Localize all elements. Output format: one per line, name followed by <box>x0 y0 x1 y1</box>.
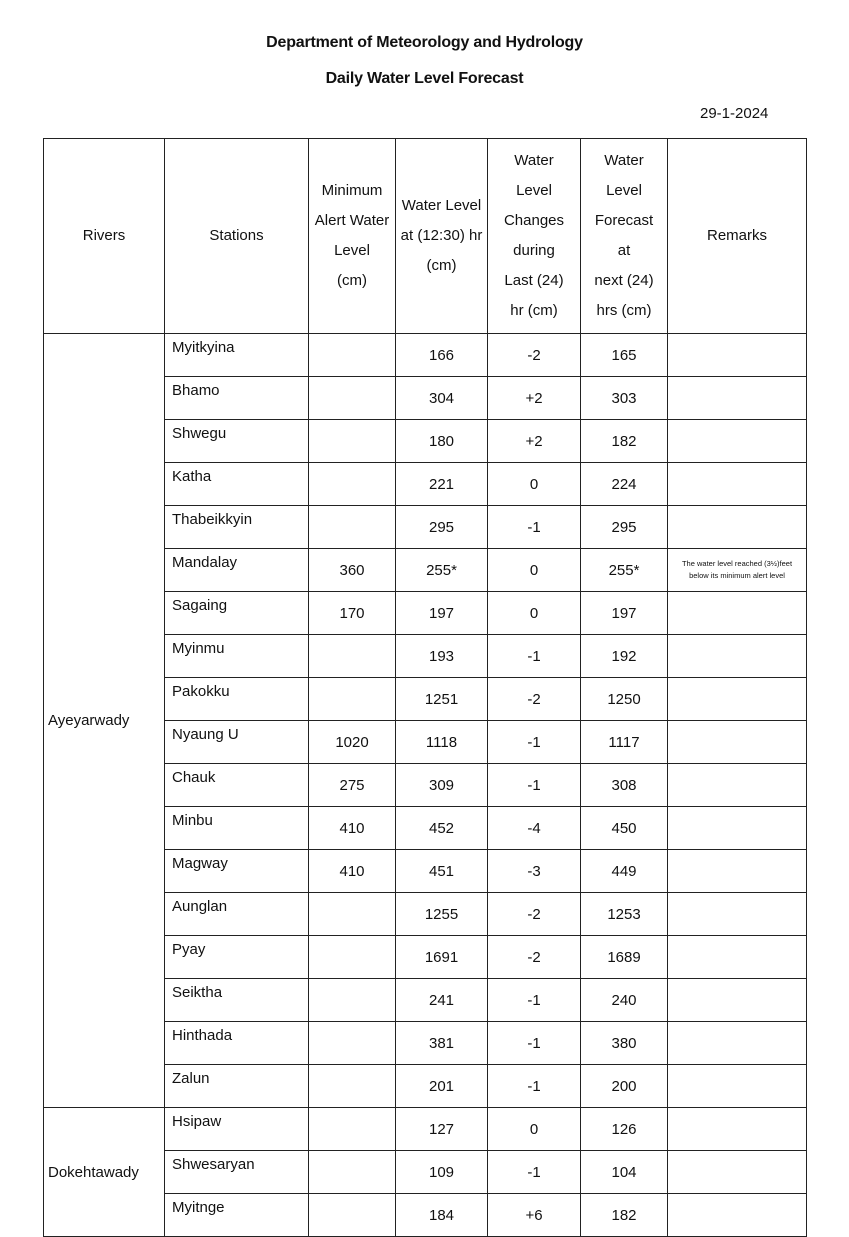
forecast-cell: 380 <box>581 1022 668 1065</box>
forecast-cell: 165 <box>581 334 668 377</box>
water-level-cell: 193 <box>396 635 488 678</box>
water-level-cell: 197 <box>396 592 488 635</box>
remarks-cell <box>668 506 807 549</box>
remarks-cell <box>668 1022 807 1065</box>
forecast-cell: 1117 <box>581 721 668 764</box>
forecast-cell: 303 <box>581 377 668 420</box>
water-level-cell: 304 <box>396 377 488 420</box>
change-cell: -2 <box>488 678 581 721</box>
remarks-cell <box>668 807 807 850</box>
header-line: at <box>617 242 631 259</box>
station-name: Hinthada <box>165 1022 309 1065</box>
station-name: Myinmu <box>165 635 309 678</box>
change-cell: -1 <box>488 979 581 1022</box>
min-alert-cell: 410 <box>309 850 396 893</box>
header-line: Level <box>516 182 552 199</box>
station-name: Chauk <box>165 764 309 807</box>
water-level-cell: 241 <box>396 979 488 1022</box>
water-level-cell: 309 <box>396 764 488 807</box>
remarks-cell <box>668 592 807 635</box>
min-alert-cell <box>309 893 396 936</box>
page-subtitle: Daily Water Level Forecast <box>325 70 524 87</box>
forecast-cell: 182 <box>581 1194 668 1237</box>
forecast-cell: 255* <box>581 549 668 592</box>
change-cell: -1 <box>488 506 581 549</box>
change-cell: -4 <box>488 807 581 850</box>
change-cell: -2 <box>488 936 581 979</box>
remark-line: below its minimum alert level <box>689 571 785 580</box>
col-header-min-alert <box>309 139 396 334</box>
remarks-cell <box>668 334 807 377</box>
remark-line: The water level reached (3½)feet <box>681 559 793 568</box>
change-cell: +2 <box>488 420 581 463</box>
header-line: Water <box>604 152 644 169</box>
min-alert-cell <box>309 463 396 506</box>
min-alert-cell: 170 <box>309 592 396 635</box>
forecast-cell: 182 <box>581 420 668 463</box>
river-name: Dokehtawady <box>44 1108 165 1237</box>
change-cell: -1 <box>488 1151 581 1194</box>
forecast-cell: 126 <box>581 1108 668 1151</box>
water-level-cell: 451 <box>396 850 488 893</box>
station-name: Zalun <box>165 1065 309 1108</box>
water-level-table <box>43 138 807 1237</box>
col-header-forecast <box>581 139 668 334</box>
min-alert-cell <box>309 377 396 420</box>
change-cell: -1 <box>488 764 581 807</box>
station-name: Myitnge <box>165 1194 309 1237</box>
station-name: Hsipaw <box>165 1108 309 1151</box>
table-header-row <box>44 139 807 334</box>
header-line: Level <box>334 242 370 259</box>
remarks-cell <box>668 549 807 592</box>
header-line: Changes <box>503 212 565 229</box>
table-body <box>44 334 807 1237</box>
header-line: Alert Water <box>314 212 390 229</box>
station-name: Nyaung U <box>165 721 309 764</box>
water-level-cell: 180 <box>396 420 488 463</box>
min-alert-cell <box>309 420 396 463</box>
remarks-cell <box>668 635 807 678</box>
water-level-cell: 295 <box>396 506 488 549</box>
water-level-cell: 452 <box>396 807 488 850</box>
forecast-cell: 1689 <box>581 936 668 979</box>
change-cell: -1 <box>488 1065 581 1108</box>
change-cell: +2 <box>488 377 581 420</box>
forecast-cell: 224 <box>581 463 668 506</box>
forecast-cell: 104 <box>581 1151 668 1194</box>
station-name: Aunglan <box>165 893 309 936</box>
change-cell: -2 <box>488 893 581 936</box>
station-name: Sagaing <box>165 592 309 635</box>
remarks-cell <box>668 936 807 979</box>
station-name: Magway <box>165 850 309 893</box>
change-cell: 0 <box>488 592 581 635</box>
min-alert-cell: 1020 <box>309 721 396 764</box>
col-header-water-level <box>396 139 488 334</box>
remarks-cell <box>668 678 807 721</box>
change-cell: -1 <box>488 721 581 764</box>
table-row <box>44 334 807 377</box>
remarks-cell <box>668 420 807 463</box>
remarks-cell <box>668 721 807 764</box>
page-title: Department of Meteorology and Hydrology <box>266 34 583 51</box>
change-cell: 0 <box>488 463 581 506</box>
forecast-cell: 200 <box>581 1065 668 1108</box>
remarks-cell <box>668 1108 807 1151</box>
forecast-cell: 295 <box>581 506 668 549</box>
change-cell: -3 <box>488 850 581 893</box>
header-line: hr (cm) <box>510 302 558 319</box>
min-alert-cell <box>309 1108 396 1151</box>
header-line: during <box>513 242 555 259</box>
header-line: hrs (cm) <box>596 302 652 319</box>
remarks-cell <box>668 463 807 506</box>
header-line: (cm) <box>337 272 367 289</box>
header-line: at (12:30) hr <box>400 227 483 244</box>
header-line: next (24) <box>594 272 654 289</box>
col-header-stations: Stations <box>165 139 309 334</box>
change-cell: -1 <box>488 635 581 678</box>
water-level-cell: 127 <box>396 1108 488 1151</box>
station-name: Thabeikkyin <box>165 506 309 549</box>
change-cell: 0 <box>488 1108 581 1151</box>
header-line: (cm) <box>426 257 457 274</box>
remarks-cell <box>668 764 807 807</box>
min-alert-cell <box>309 936 396 979</box>
water-level-cell: 1251 <box>396 678 488 721</box>
station-name: Mandalay <box>165 549 309 592</box>
min-alert-cell: 275 <box>309 764 396 807</box>
change-cell: -2 <box>488 334 581 377</box>
remarks-cell <box>668 850 807 893</box>
station-name: Pyay <box>165 936 309 979</box>
min-alert-cell <box>309 1065 396 1108</box>
forecast-cell: 192 <box>581 635 668 678</box>
station-name: Shwesaryan <box>165 1151 309 1194</box>
remarks-cell <box>668 979 807 1022</box>
forecast-cell: 1250 <box>581 678 668 721</box>
station-name: Shwegu <box>165 420 309 463</box>
min-alert-cell <box>309 334 396 377</box>
col-header-remarks: Remarks <box>668 139 807 334</box>
water-level-cell: 201 <box>396 1065 488 1108</box>
remarks-cell <box>668 377 807 420</box>
river-name: Ayeyarwady <box>44 334 165 1108</box>
change-cell: 0 <box>488 549 581 592</box>
station-name: Katha <box>165 463 309 506</box>
header-line: Forecast <box>594 212 654 229</box>
forecast-cell: 1253 <box>581 893 668 936</box>
min-alert-cell <box>309 979 396 1022</box>
water-level-cell: 381 <box>396 1022 488 1065</box>
remarks-cell <box>668 893 807 936</box>
water-level-cell: 221 <box>396 463 488 506</box>
col-header-changes <box>488 139 581 334</box>
water-level-cell: 109 <box>396 1151 488 1194</box>
min-alert-cell: 410 <box>309 807 396 850</box>
change-cell: -1 <box>488 1022 581 1065</box>
station-name: Myitkyina <box>165 334 309 377</box>
header-line: Water <box>514 152 554 169</box>
water-level-cell: 255* <box>396 549 488 592</box>
station-name: Seiktha <box>165 979 309 1022</box>
station-name: Minbu <box>165 807 309 850</box>
header-line: Water Level <box>401 197 482 214</box>
water-level-cell: 1118 <box>396 721 488 764</box>
report-date: 29-1-2024 <box>700 105 769 122</box>
water-level-cell: 184 <box>396 1194 488 1237</box>
forecast-cell: 197 <box>581 592 668 635</box>
remarks-cell <box>668 1065 807 1108</box>
min-alert-cell <box>309 506 396 549</box>
forecast-cell: 450 <box>581 807 668 850</box>
min-alert-cell <box>309 678 396 721</box>
station-name: Pakokku <box>165 678 309 721</box>
remarks-cell <box>668 1151 807 1194</box>
station-name: Bhamo <box>165 377 309 420</box>
water-level-cell: 166 <box>396 334 488 377</box>
header-line: Minimum <box>321 182 383 199</box>
forecast-cell: 308 <box>581 764 668 807</box>
change-cell: +6 <box>488 1194 581 1237</box>
water-level-cell: 1691 <box>396 936 488 979</box>
table-row <box>44 1108 807 1151</box>
forecast-cell: 240 <box>581 979 668 1022</box>
min-alert-cell <box>309 1022 396 1065</box>
min-alert-cell: 360 <box>309 549 396 592</box>
header-line: Last (24) <box>504 272 564 289</box>
min-alert-cell <box>309 635 396 678</box>
forecast-cell: 449 <box>581 850 668 893</box>
water-level-cell: 1255 <box>396 893 488 936</box>
min-alert-cell <box>309 1151 396 1194</box>
header-line: Level <box>606 182 642 199</box>
col-header-rivers: Rivers <box>44 139 165 334</box>
